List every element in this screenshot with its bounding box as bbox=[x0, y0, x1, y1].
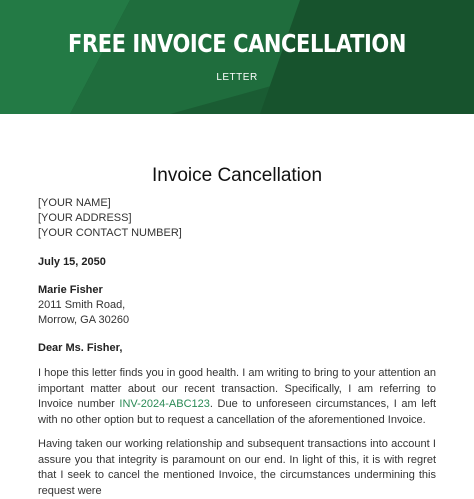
header-banner bbox=[0, 0, 474, 114]
paragraph-2: Having taken our working relationship and subsequent transactions into account I assure you that integrity is paramount on our end. In light of this, it is with regret that I seek to cancel the mentioned Invoice, the circumstances undermining this request were bbox=[38, 438, 436, 497]
recipient-address-line2: Morrow, GA 30260 bbox=[38, 314, 130, 326]
banner-title: FREE INVOICE CANCELLATION bbox=[68, 29, 406, 58]
paragraph-1 bbox=[38, 366, 436, 428]
recipient-address-line1: 2011 Smith Road, bbox=[38, 299, 126, 311]
recipient-name: Marie Fisher bbox=[38, 284, 103, 296]
letter-title: Invoice Cancellation bbox=[151, 165, 323, 186]
paragraph-1-start: I hope this letter finds you in good health. I am writing to bring to your attention an important matter about our recent transaction. Specifically, I am referring to Invoice number bbox=[38, 367, 436, 410]
invoice-number: INV-2024-ABC123 bbox=[119, 398, 210, 410]
sender-name: [YOUR NAME] bbox=[38, 197, 111, 209]
sender-contact: [YOUR CONTACT NUMBER] bbox=[38, 227, 182, 239]
banner-subtitle: LETTER bbox=[216, 72, 258, 83]
salutation: Dear Ms. Fisher, bbox=[38, 342, 123, 354]
letter-date: July 15, 2050 bbox=[38, 256, 106, 268]
paragraph-1-end: . Due to unforeseen circumstances, I am left with no other option but to request a cancellation of the aforementioned Invoice. bbox=[38, 398, 437, 426]
sender-address: [YOUR ADDRESS] bbox=[38, 212, 132, 224]
